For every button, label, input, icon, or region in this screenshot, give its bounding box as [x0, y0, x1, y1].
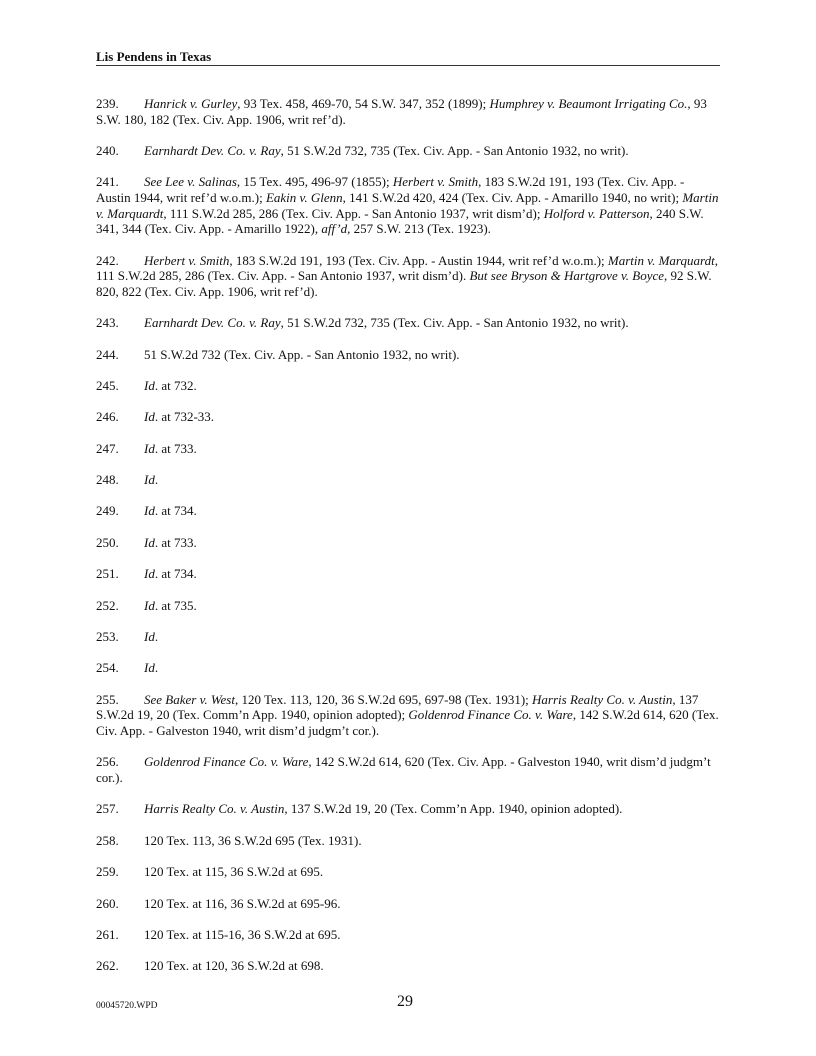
case-name: Harris Realty Co. v. Austin: [532, 691, 673, 707]
endnote-number: 258.: [96, 832, 119, 848]
endnote: [96, 896, 720, 912]
endnote-number: 253.: [96, 629, 119, 645]
case-name: Id: [144, 534, 155, 550]
citation-text: . at 734.: [154, 566, 197, 582]
citation-text: , 15 Tex. 495, 496-97 (1855);: [236, 174, 393, 190]
case-name: Id: [144, 629, 155, 645]
endnote-number: 241.: [96, 174, 119, 190]
endnote: [96, 503, 720, 519]
endnote: [96, 927, 720, 943]
citation-text: 51 S.W.2d 732 (Tex. Civ. App. - San Antonio 1932, no writ).: [144, 346, 460, 362]
endnote: [96, 143, 720, 159]
case-name: Goldenrod Finance Co. v. Ware: [408, 707, 573, 723]
endnote: [96, 629, 720, 645]
endnote-number: 256.: [96, 754, 119, 770]
citation-text: . at 732.: [154, 377, 197, 393]
endnote: [96, 174, 720, 236]
citation-text: , 141 S.W.2d 420, 424 (Tex. Civ. App. - Amarillo 1940, no writ);: [342, 189, 683, 205]
citation-text: . at 732-33.: [154, 409, 215, 425]
endnote-number: 247.: [96, 440, 119, 456]
header-rule: [96, 65, 720, 66]
endnote-number: 252.: [96, 597, 119, 613]
endnote: [96, 833, 720, 849]
citation-text: , 93 Tex. 458, 469-70, 54 S.W. 347, 352 (1899);: [237, 96, 490, 111]
endnote-number: 245.: [96, 377, 119, 393]
case-name: Goldenrod Finance Co. v. Ware: [144, 754, 309, 770]
citation-text: 120 Tex. at 116, 36 S.W.2d at 695-96.: [144, 895, 341, 911]
case-name: Martin v. Marquardt: [96, 189, 719, 221]
citation-text: , 240 S.W. 341, 344 (Tex. Civ. App. - Amarillo 1922),: [96, 205, 704, 237]
citation-text: .: [154, 472, 159, 488]
endnote-number: 254.: [96, 660, 119, 676]
header-title: Lis Pendens in Texas: [96, 49, 212, 64]
endnotes-list: [96, 96, 720, 990]
endnote-number: 257.: [96, 801, 119, 817]
endnote-number: 261.: [96, 926, 119, 942]
endnote-number: 259.: [96, 864, 119, 880]
citation-text: 120 Tex. at 115-16, 36 S.W.2d at 695.: [144, 926, 341, 942]
endnote-number: 255.: [96, 691, 119, 707]
citation-text: , 51 S.W.2d 732, 735 (Tex. Civ. App. - San Antonio 1932, no writ).: [280, 315, 629, 331]
endnote: [96, 958, 720, 974]
endnote-number: 242.: [96, 252, 119, 268]
citation-text: , 137 S.W.2d 19, 20 (Tex. Comm’n App. 1940, opinion adopted).: [284, 801, 623, 817]
case-name: Id: [144, 472, 155, 488]
citation-text: . at 734.: [154, 503, 197, 519]
endnote: [96, 96, 720, 127]
case-name: Earnhardt Dev. Co. v. Ray: [144, 142, 281, 158]
citation-text: , 111 S.W.2d 285, 286 (Tex. Civ. App. - San Antonio 1937, writ dism’d).: [96, 252, 718, 284]
case-name: Hanrick v. Gurley: [144, 96, 238, 111]
citation-text: , 51 S.W.2d 732, 735 (Tex. Civ. App. - San Antonio 1932, no writ).: [280, 142, 629, 158]
endnote-number: 246.: [96, 409, 119, 425]
endnote: [96, 315, 720, 331]
running-header: [96, 50, 720, 66]
endnote-number: 240.: [96, 142, 119, 158]
endnote-number: 250.: [96, 534, 119, 550]
endnote: [96, 347, 720, 363]
case-name: Harris Realty Co. v. Austin: [144, 801, 285, 817]
endnote: [96, 754, 720, 785]
citation-text: , 142 S.W.2d 614, 620 (Tex. Civ. App. - Galveston 1940, writ dism’d judgm’t cor.).: [96, 754, 711, 785]
endnote-number: 251.: [96, 566, 119, 582]
case-name: Id: [144, 440, 155, 456]
case-name: Herbert v. Smith: [144, 252, 230, 268]
case-name: Id: [144, 660, 155, 676]
endnote-number: 249.: [96, 503, 119, 519]
endnote: [96, 409, 720, 425]
endnote-number: 262.: [96, 958, 119, 974]
case-name: Holford v. Patterson: [543, 205, 650, 221]
endnote: [96, 535, 720, 551]
citation-text: , 120 Tex. 113, 120, 36 S.W.2d 695, 697-98 (Tex. 1931);: [234, 691, 533, 707]
citation-text: 120 Tex. at 120, 36 S.W.2d at 698.: [144, 958, 324, 974]
endnote: [96, 253, 720, 300]
case-name: But see Bryson & Hartgrove v. Boyce: [469, 268, 665, 284]
case-name: See Lee v. Salinas: [144, 174, 237, 190]
case-name: Martin v. Marquardt: [607, 252, 715, 268]
citation-text: , 111 S.W.2d 285, 286 (Tex. Civ. App. - San Antonio 1937, writ dism’d);: [163, 205, 544, 221]
citation-text: , 93 S.W. 180, 182 (Tex. Civ. App. 1906, writ ref’d).: [96, 96, 707, 127]
citation-text: , 142 S.W.2d 614, 620 (Tex. Civ. App. - Galveston 1940, writ dism’d judgm’t cor.).: [96, 707, 719, 738]
endnote-number: 243.: [96, 315, 119, 331]
case-name: Id: [144, 377, 155, 393]
endnote: [96, 598, 720, 614]
citation-text: . at 733.: [154, 440, 197, 456]
citation-text: .: [154, 660, 159, 676]
citation-text: . at 733.: [154, 534, 197, 550]
citation-text: .: [154, 629, 159, 645]
endnote: [96, 472, 720, 488]
case-name: aff’d: [321, 221, 348, 237]
citation-text: , 257 S.W. 213 (Tex. 1923).: [347, 221, 491, 237]
citation-text: , 92 S.W. 820, 822 (Tex. Civ. App. 1906, writ ref’d).: [96, 268, 712, 299]
case-name: Id: [144, 597, 155, 613]
case-name: Eakin v. Glenn: [265, 189, 343, 205]
endnote: [96, 801, 720, 817]
endnote: [96, 566, 720, 582]
case-name: See Baker v. West: [144, 691, 235, 707]
endnote-number: 239.: [96, 96, 119, 111]
citation-text: 120 Tex. 113, 36 S.W.2d 695 (Tex. 1931).: [144, 832, 362, 848]
endnote-number: 260.: [96, 895, 119, 911]
case-name: Humphrey v. Beaumont Irrigating Co.: [489, 96, 688, 111]
endnote: [96, 660, 720, 676]
endnote-number: 244.: [96, 346, 119, 362]
citation-text: 120 Tex. at 115, 36 S.W.2d at 695.: [144, 864, 324, 880]
footer-document-id: 00045720.WPD: [96, 1001, 158, 1011]
case-name: Earnhardt Dev. Co. v. Ray: [144, 315, 281, 331]
citation-text: . at 735.: [154, 597, 197, 613]
endnote: [96, 692, 720, 739]
case-name: Id: [144, 503, 155, 519]
citation-text: , 183 S.W.2d 191, 193 (Tex. Civ. App. - Austin 1944, writ ref’d w.o.m.);: [229, 252, 608, 268]
endnote-number: 248.: [96, 472, 119, 488]
case-name: Id: [144, 566, 155, 582]
citation-text: , 137 S.W.2d 19, 20 (Tex. Comm’n App. 1940, opinion adopted);: [96, 691, 699, 723]
endnote: [96, 864, 720, 880]
citation-text: , 183 S.W.2d 191, 193 (Tex. Civ. App. - Austin 1944, writ ref’d w.o.m.);: [96, 174, 685, 205]
case-name: Id: [144, 409, 155, 425]
page-number: 29: [397, 993, 413, 1010]
case-name: Herbert v. Smith: [392, 174, 479, 190]
endnote: [96, 441, 720, 457]
endnote: [96, 378, 720, 394]
